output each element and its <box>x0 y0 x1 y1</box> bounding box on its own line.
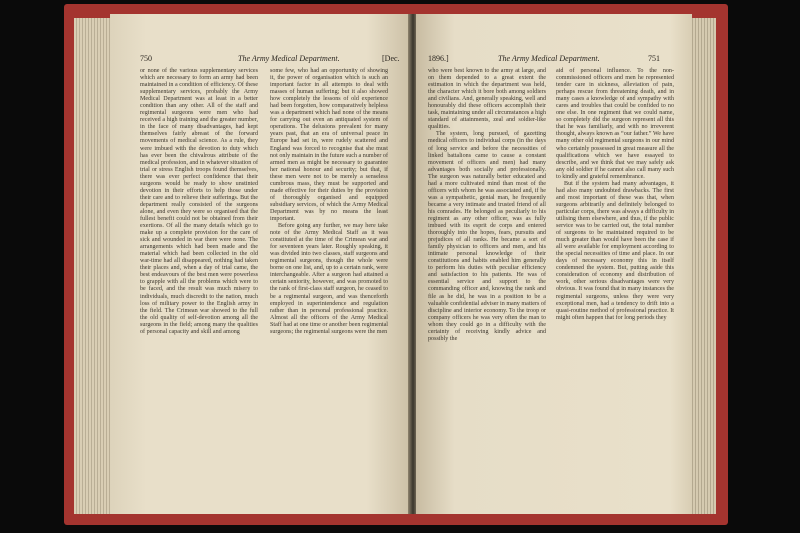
running-title: The Army Medical Department. <box>498 54 600 63</box>
page-number: 751 <box>648 54 660 63</box>
page-edges-right <box>690 18 716 514</box>
paragraph: some few, who had an opportunity of showing it, the power of organisation which is such an important factor in all attempts to deal with masses of human suffering; but it also showed how completely the lessons of old experience had been forgotten, how comparatively helpless was a department which had none of the means for carrying out even an antiquated system of operations. The delusions prevalent for many years past, that an era of universal peace in Europe had set in, were rudely scattered and England was forced to recognise that she must not only maintain in the future such a number of armed men as might be necessary to guarantee her national honour and security; but that, if these men were not to be merely a senseless cumbrous mass, they must be supported and made effective for their duties by the provision of thoroughly organised and equipped subsidiary services, of which the Army Medical Department was by no means the least important. <box>270 68 388 222</box>
left-page-column-1 <box>140 68 258 336</box>
paragraph: or none of the various supplementary services which are necessary to form an army had been maintained in a condition of efficiency. Of these supplementary services, probably the Army Medical Department was at least in a better condition than any other. All of the staff and regimental surgeons were men who had received a high training and the greater number, in the face of many disadvantages, had kept themselves fairly abreast of the forward movements of medical science. As a rule, they were imbued with the devotion to duty which has ever been the chivalrous attribute of the medical profession, and in whatever situation of trial or stress English troops found themselves, there was ever perfect confidence that their surgeons would be ready to show unstinted devotion in their efforts to help those under their care and to relieve their sufferings. But the department really consisted of the surgeons alone, and even they were so organised that the fullest benefit could not be obtained from their exertions. Of all the many details which go to make up a complete provision for the care of sick and wounded in war there were none. The arrangements which had been made and the material which had been collected in the old war-time had all disappeared, nothing had taken their places and, when a day of trial came, the best endeavours of the best men were powerless to grapple with all the problems which were to be faced, and the result was much misery to individuals, much discredit to the nation, much loss of military power to the English army in the field. The Crimean war showed to the full the old quality of self-devotion among all the surgeons in the field; among many the qualities of personal capacity and skill and among <box>140 68 258 335</box>
paragraph: The system, long pursued, of gazetting medical officers to individual corps (in the days of long service and before the necessities of linked battalions came to cause a constant movement of officers and men) had many advantages both socially and professionally. The surgeon was naturally better educated and had a more cultivated mind than most of the officers with whom he was associated and, if he was a sympathetic, genial man, he frequently became a very intimate and trusted friend of all his comrades. He belonged as peculiarly to his regiment as any other officer, was as fully imbued with its esprit de corps and entered thoroughly into the hopes, fears, pursuits and prejudices of all ranks. He became a sort of family physician to officers and men, and his intimate personal knowledge of their constitutions and habits enabled him generally to perform his duties with peculiar efficiency and satisfaction to his patients. He was of essential service and support to the commanding officer and, knowing the rank and file as he did, he was in a position to be a valuable confidential adviser in many matters of discipline and interior economy. To the troop or company officers he was very often the man to whom they could go in a difficulty with the certainty of receiving kindly advice and possibly the <box>428 131 546 342</box>
right-page <box>416 14 692 514</box>
running-title: The Army Medical Department. <box>238 54 340 63</box>
page-date: 1896.] <box>428 54 449 63</box>
left-page <box>110 14 412 514</box>
page-edges-left <box>74 18 110 514</box>
paragraph: who were best known to the army at large, and on them depended to a great extent the estimation in which the department was held, the character which it bore both among soldiers and civilians. And, generally speaking, well and honourably did these officers accomplish their task, maintaining under all circumstances a high standard of attainments, zeal and soldier-like qualities. <box>428 68 546 131</box>
paragraph: But if the system had many advantages, it had also many undoubted drawbacks. The first and most important of these was that, when surgeons arbitrarily and definitely belonged to particular corps, there was always a difficulty in utilising them elsewhere, and thus, if the public service was to be carried out, the total number of surgeons to be maintained required to be much greater than would have been the case if all were available for employment according to the special necessities of time and place. In our days of necessary economy this in itself condemned the system. But, putting aside this consideration of economy and distribution of work, other serious disadvantages were very obvious. It was found that in many instances the regimental surgeons, unless they were very exceptional men, had a tendency to drift into a quasi-routine method of professional practice. It might often happen that for long periods they <box>556 180 674 321</box>
paragraph: aid of personal influence. To the non-commissioned officers and men he represented tender care in sickness, alleviation of pain, perhaps rescue from threatening death, and in many cases a knowledge of and sympathy with cares and troubles that could be confided to no one else. In one regiment that we could name, so completely did the surgeon represent all this that he was familiarly, and with no irreverent thought, always known as “our father.” We have many other old regimental surgeons in our mind who certainly possessed in great measure all the qualifications which we have essayed to describe, and we think that we may safely ask any old soldier if he cannot also call many such to kindly and grateful remembrance. <box>556 68 674 180</box>
left-page-column-2 <box>270 68 388 336</box>
right-page-column-2 <box>556 68 674 322</box>
page-number: 750 <box>140 54 152 63</box>
right-page-column-1 <box>428 68 546 343</box>
paragraph: Before going any further, we may here take note of the Army Medical Staff as it was constituted at the time of the Crimean war and for seventeen years later. Roughly speaking, it was divided into two classes, staff surgeons and regimental surgeons, though the whole were borne on one list, and, up to a certain rank, were interchangeable. After a surgeon had attained a certain seniority, however, and was promoted to the rank of first-class staff surgeon, he ceased to be a regimental surgeon, and was thenceforth employed in superintendence and regulation rather than in personal professional practice. Almost all the officers of the Army Medical Staff had at one time or another been regimental surgeons; the regimental surgeons were the men <box>270 223 388 335</box>
page-date: [Dec. <box>382 54 400 63</box>
